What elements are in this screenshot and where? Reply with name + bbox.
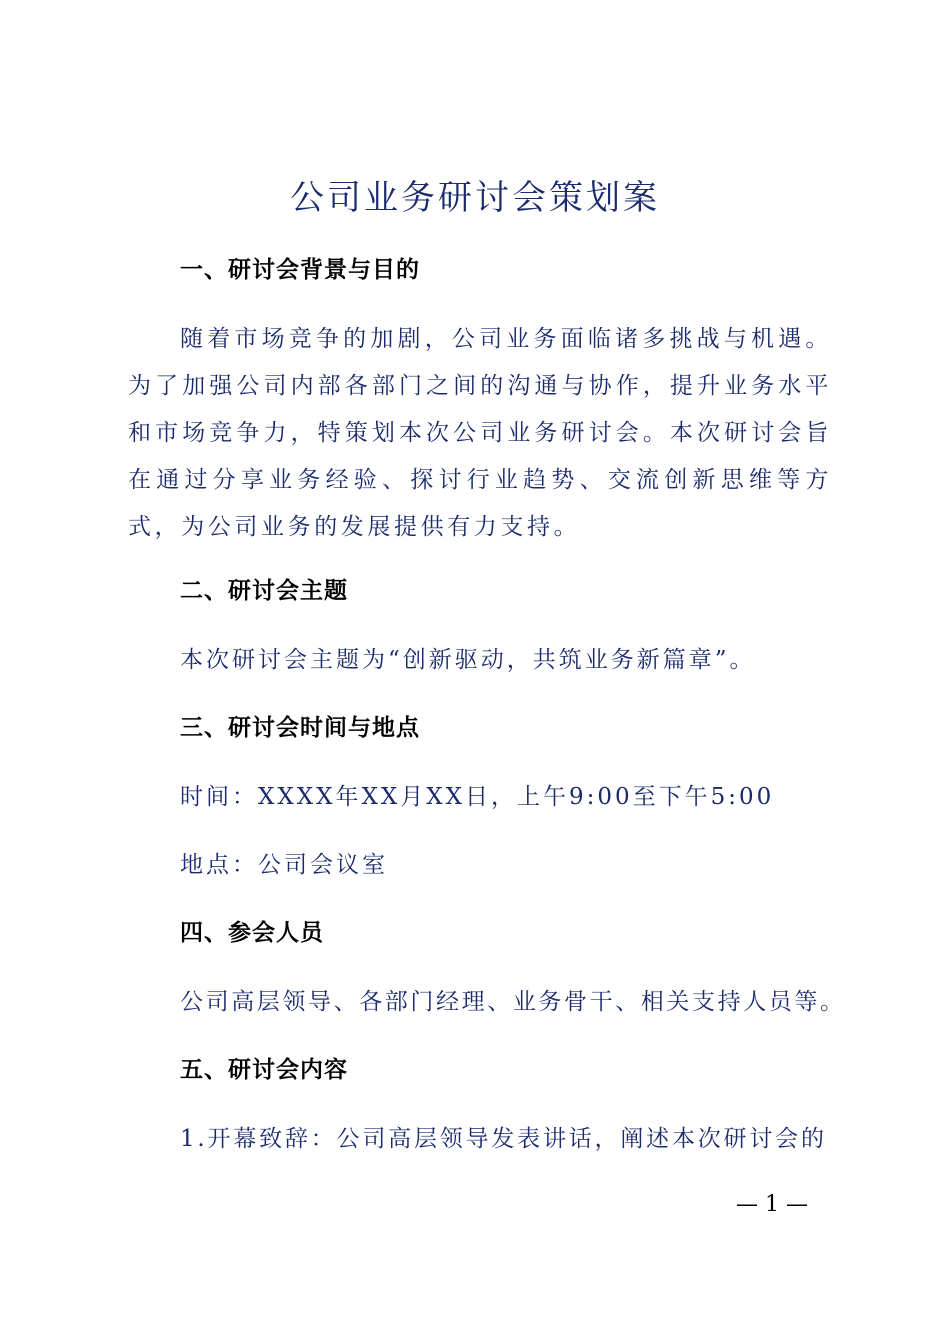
section-body-background: 随着市场竞争的加剧，公司业务面临诸多挑战与机遇。为了加强公司内部各部门之间的沟通与协作，提升业务水平和市场竞争力，特策划本次公司业务研讨会。本次研讨会旨在通过分享业务经验、探讨行业趋势、交流创新思维等方式，为公司业务的发展提供有力支持。 bbox=[128, 326, 832, 540]
section-place-line: 地点：公司会议室 bbox=[180, 852, 388, 878]
section-heading-attendees: 四、参会人员 bbox=[180, 920, 324, 946]
section-time-line: 时间：XXXX年XX月XX日，上午9:00至下午5:00 bbox=[180, 784, 775, 810]
section-body-theme: 本次研讨会主题为“创新驱动，共筑业务新篇章”。 bbox=[180, 647, 756, 673]
section-heading-time-place: 三、研讨会时间与地点 bbox=[180, 715, 420, 741]
section-heading-theme: 二、研讨会主题 bbox=[180, 578, 348, 604]
page-number: — 1 — bbox=[736, 1192, 808, 1217]
section-body-attendees: 公司高层领导、各部门经理、业务骨干、相关支持人员等。 bbox=[180, 989, 846, 1015]
section-heading-content: 五、研讨会内容 bbox=[180, 1057, 348, 1083]
document-title: 公司业务研讨会策划案 bbox=[290, 178, 660, 218]
section-heading-background: 一、研讨会背景与目的 bbox=[180, 257, 420, 283]
section-content-item-1: 1.开幕致辞：公司高层领导发表讲话，阐述本次研讨会的 bbox=[180, 1126, 827, 1152]
